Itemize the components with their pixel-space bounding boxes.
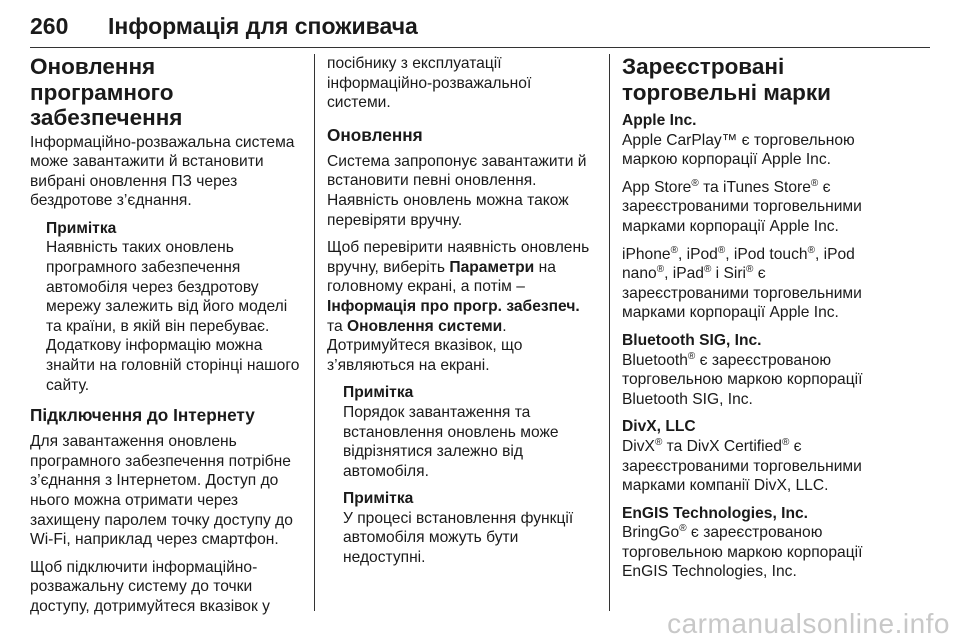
intro-paragraph: Інформаційно-розважальна система може завантажити й встановити вибрані оновлення ПЗ через бездротове з’єднання. xyxy=(30,133,295,210)
text-fragment: є зареєстрованими торговельними марками корпорації Apple Inc. xyxy=(622,178,862,235)
text-fragment: є зареєстрованими торговельними марками компанії DivX, LLC. xyxy=(622,437,862,495)
paragraph-updates: Система запропонує завантажити й встановити певні оновлення. Наявність оновлень можна також перевіряти вручну. xyxy=(327,152,587,229)
text-fragment: BringGo xyxy=(622,524,680,542)
apple-devices-text xyxy=(622,245,894,323)
apple-carplay-text: Apple CarPlay™ є торговельною маркою корпорації Apple Inc. xyxy=(622,131,855,169)
apple-store-text xyxy=(622,178,894,237)
registered-mark: ® xyxy=(656,264,665,276)
brand-title-apple: Apple Inc. xyxy=(622,112,697,129)
menu-label-software-info: Інформація про прогр. забезпеч. xyxy=(327,297,580,315)
note-text: Порядок завантаження та встановлення оновлень може відрізнятися залежно від автомобіля. xyxy=(343,403,559,480)
note-title: Примітка xyxy=(343,384,414,402)
text-fragment: і Siri xyxy=(711,265,746,283)
registered-mark: ® xyxy=(746,264,754,276)
bluetooth-text xyxy=(622,351,894,410)
registered-mark: ® xyxy=(654,436,663,448)
brand-title-divx: DivX, LLC xyxy=(622,418,696,436)
text-fragment: App Store xyxy=(622,178,692,196)
text-fragment: є зареєстрованою торговельною маркою корпорації Bluetooth SIG, Inc. xyxy=(622,351,863,408)
note-title: Примітка xyxy=(46,219,117,237)
text-fragment: Bluetooth xyxy=(622,351,688,369)
column-2 xyxy=(327,54,599,576)
registered-mark: ® xyxy=(807,244,815,256)
subheading-internet: Підключення до Інтернету xyxy=(30,405,255,426)
note-box-2 xyxy=(343,489,599,567)
text-fragment: є зареєстрованими торговельними марками корпорації Apple Inc. xyxy=(622,265,862,322)
running-title: Інформація для споживача xyxy=(108,12,418,39)
note-text: Наявність таких оновлень програмного забезпечення автомобіля через бездротову мережу залежить від його моделі та країни, в якій він перебуває. Додаткову інформацію можна знайти на головній сторінці нашого сайту. xyxy=(46,239,300,394)
text-fragment: Щоб перевірити наявність оновлень вручну, виберіть xyxy=(327,239,590,276)
header-rule xyxy=(30,47,930,48)
column-divider-1 xyxy=(314,54,315,611)
registered-mark: ® xyxy=(781,436,790,448)
column-3 xyxy=(622,54,894,590)
subheading-updates: Оновлення xyxy=(327,124,423,145)
section-heading-software-update: Оновлення програмного забезпечення xyxy=(30,54,183,130)
watermark: carmanualsonline.info xyxy=(667,608,950,639)
column-1 xyxy=(30,54,302,625)
brand-title-bluetooth: Bluetooth SIG, Inc. xyxy=(622,331,762,349)
registered-mark: ® xyxy=(679,523,687,535)
page-number: 260 xyxy=(30,12,69,39)
registered-mark: ® xyxy=(670,244,678,256)
registered-mark: ® xyxy=(703,264,712,276)
note-box-1 xyxy=(343,383,599,481)
registered-mark: ® xyxy=(810,177,819,189)
text-fragment: на головному екрані, а потім – xyxy=(327,258,556,296)
registered-mark: ® xyxy=(717,244,726,256)
paragraph-manual-check xyxy=(327,238,599,375)
continued-paragraph: посібнику з експлуатації інформаційно-розважальної системи. xyxy=(327,55,532,112)
text-fragment: та iTunes Store xyxy=(698,178,811,196)
text-fragment: та DivX Certified xyxy=(662,437,782,455)
menu-label-system-update: Оновлення системи xyxy=(346,317,503,335)
text-fragment: та xyxy=(327,317,343,335)
note-title: Примітка xyxy=(343,490,414,508)
paragraph-connect: Щоб підключити інформаційно-розважальну систему до точки доступу, дотримуйтеся вказівок у xyxy=(30,558,270,615)
text-fragment: , iPod xyxy=(677,245,718,263)
column-divider-2 xyxy=(609,54,610,611)
paragraph-internet: Для завантаження оновлень програмного забезпечення потрібне з’єднання з Інтернетом. Доступ до нього можна отримати через захищену паролем точку доступу до Wi-Fi, наприклад через смартфон. xyxy=(30,433,293,549)
registered-mark: ® xyxy=(691,177,699,189)
text-fragment: , iPod touch xyxy=(725,245,808,263)
registered-mark: ® xyxy=(687,350,696,362)
brand-title-engis: EnGIS Technologies, Inc. xyxy=(622,504,808,522)
text-fragment: , iPad xyxy=(664,265,704,283)
text-fragment: DivX xyxy=(622,437,655,455)
text-fragment: iPhone xyxy=(622,245,671,263)
note-text: У процесі встановлення функції автомобіля можуть бути недоступні. xyxy=(343,509,574,567)
engis-text xyxy=(622,523,894,582)
section-heading-trademarks: Зареєстровані торговельні марки xyxy=(622,54,831,105)
text-fragment: є зареєстрованою торговельною маркою корпорації EnGIS Technologies, Inc. xyxy=(622,524,863,581)
note-box xyxy=(46,219,302,395)
divx-text xyxy=(622,437,894,496)
text-fragment: . Дотримуйтеся вказівок, що з’являються на екрані. xyxy=(327,317,523,374)
page-header xyxy=(30,8,930,44)
menu-label-settings: Параметри xyxy=(449,258,535,276)
text-fragment: , iPod nano xyxy=(622,245,855,283)
